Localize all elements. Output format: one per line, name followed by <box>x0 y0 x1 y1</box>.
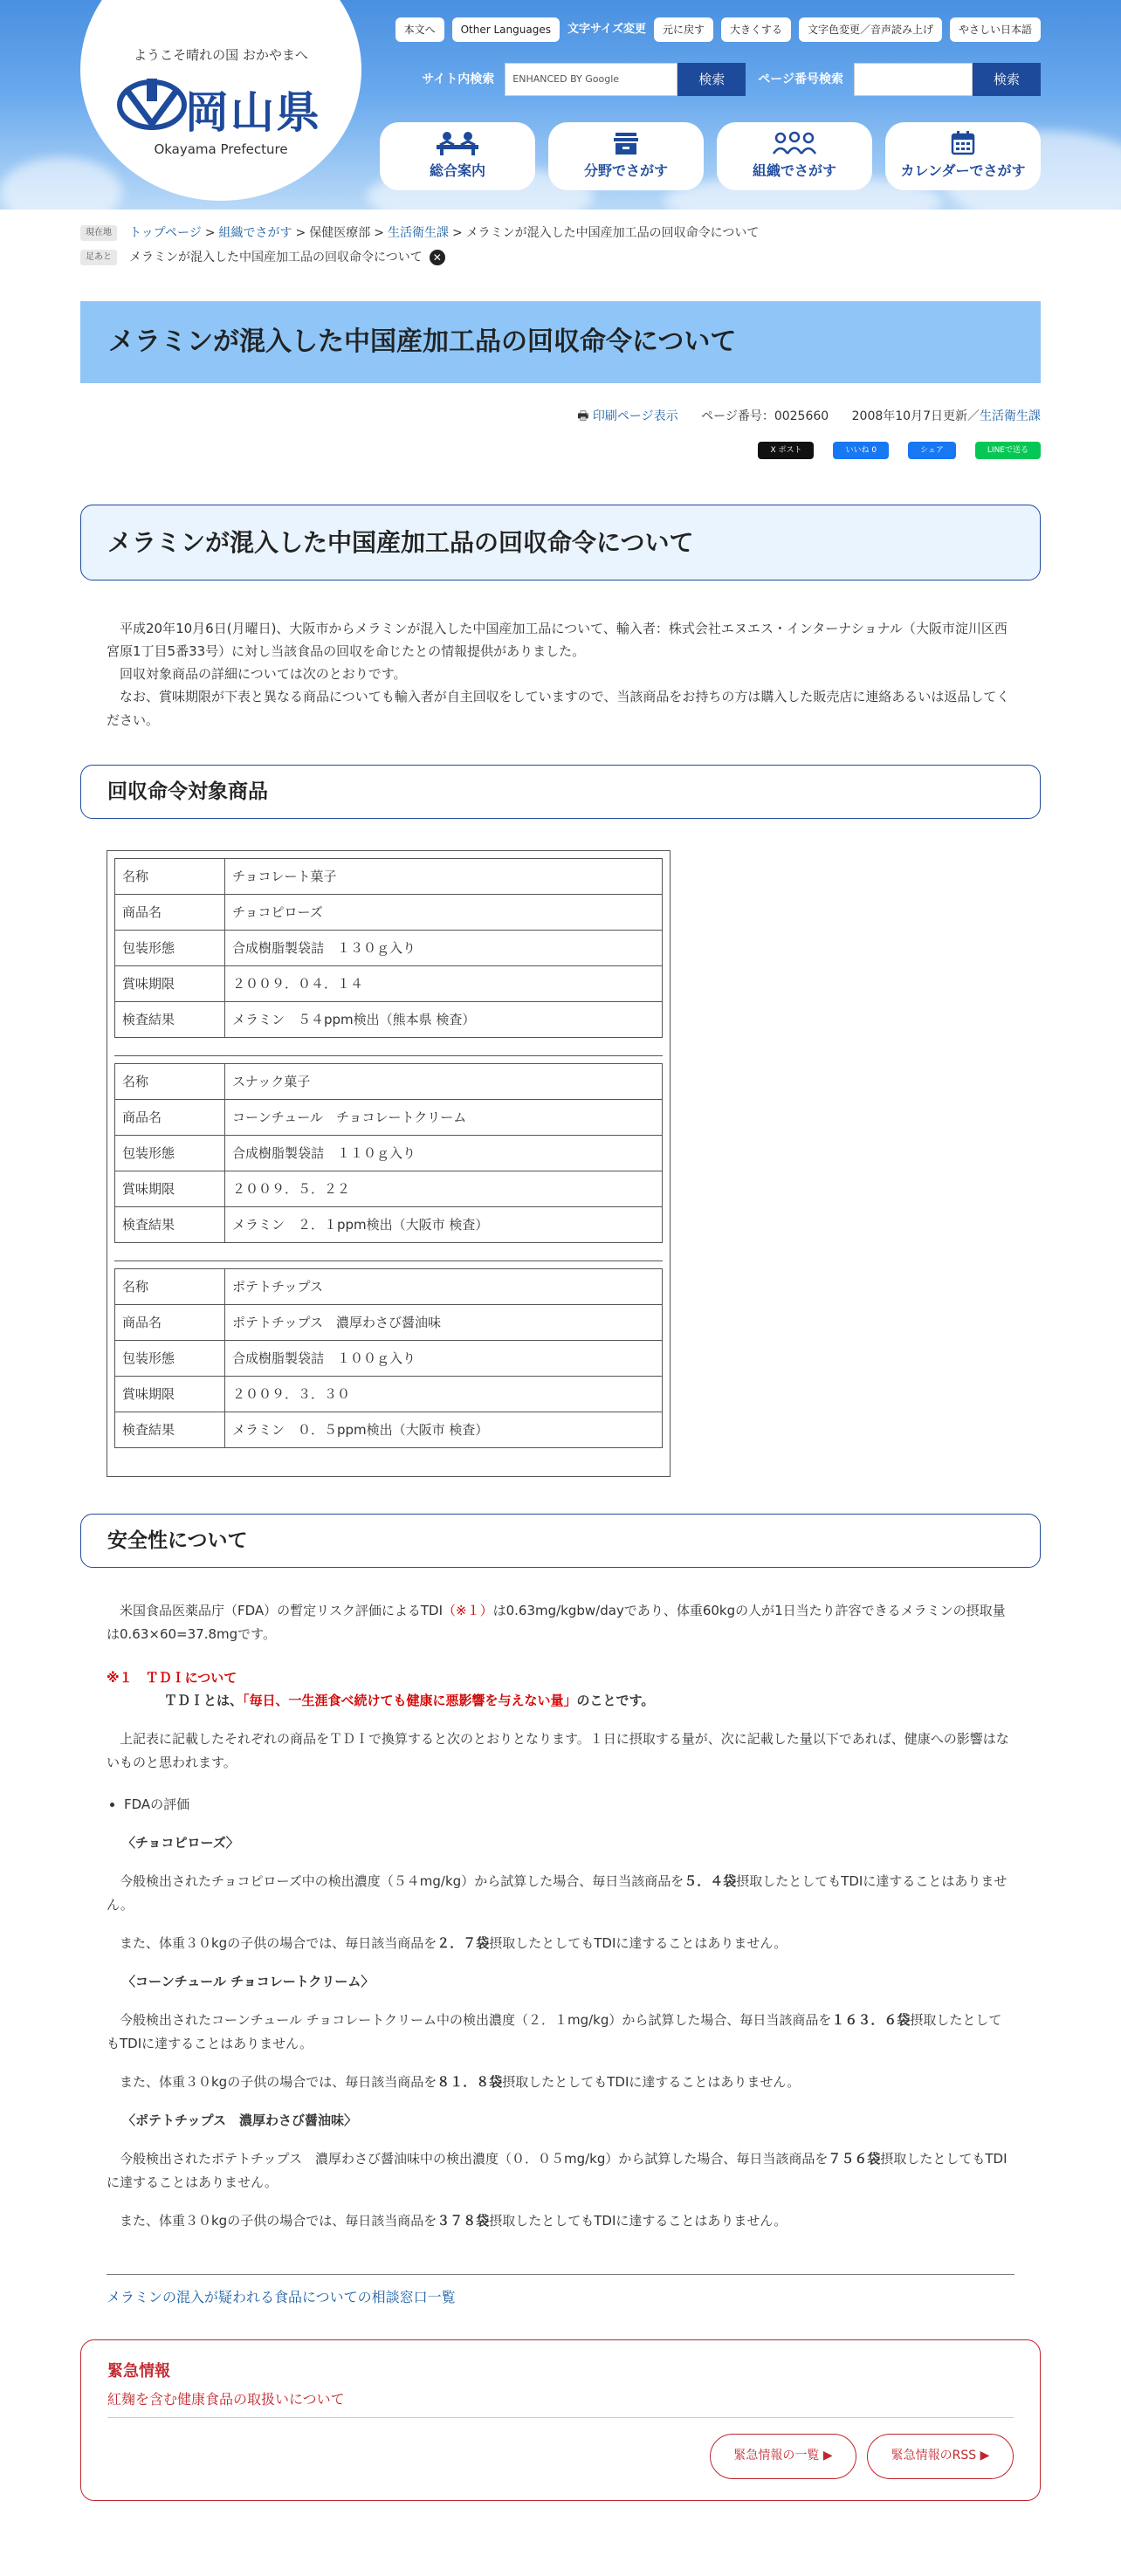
section-heading-safety: 安全性について <box>80 1514 1041 1568</box>
page-number-input[interactable] <box>854 63 973 96</box>
font-enlarge-button[interactable]: 大きくする <box>721 17 791 42</box>
emergency-link[interactable]: 紅麹を含む健康食品の取扱いについて <box>107 2387 1014 2418</box>
products-table-container <box>107 850 671 1477</box>
table-row: 賞味期限 ２００９．０４．１４ <box>115 966 663 1002</box>
history-item[interactable]: メラミンが混入した中国産加工品の回収命令について <box>129 250 423 264</box>
paragraph: 今般検出されたコーンチュール チョコレートクリーム中の検出濃度（２．１mg/kg）から試算した場合、毎日当該商品を１６３．６袋摂取したとしてもTDIに達することはありません。 <box>107 2012 1002 2051</box>
paragraph: また、体重３０kgの子供の場合では、毎日該当商品を２．７袋摂取したとしてもTDIに達することはありません。 <box>120 1934 787 1951</box>
search-bar <box>422 63 1041 96</box>
emergency-list-button[interactable]: 緊急情報の一覧 ▶ <box>710 2434 856 2479</box>
section-heading-products: 回収命令対象商品 <box>80 765 1041 819</box>
product-block <box>114 1268 663 1476</box>
table-row: 包装形態 合成樹脂製袋詰 １１０ｇ入り <box>115 1136 663 1171</box>
table-row: 名称 ポテトチップス <box>115 1269 663 1305</box>
breadcrumb-organization[interactable]: 組織でさがす <box>218 226 292 240</box>
page-number-search-label: ページ番号検索 <box>758 72 843 86</box>
divider <box>107 2274 1014 2275</box>
table-row: 検査結果 メラミン ０．５ppm検出（大阪市 検査） <box>115 1412 663 1448</box>
product-table <box>114 858 663 1038</box>
tdi-note-title: ※１ ＴＤＩについて <box>107 1669 237 1686</box>
table-row: 検査結果 メラミン ２．１ppm検出（大阪市 検査） <box>115 1207 663 1243</box>
x-post-button[interactable]: X ポスト <box>758 442 814 459</box>
page-title: メラミンが混入した中国産加工品の回収命令について <box>80 301 1041 383</box>
nav-guide-label: 総合案内 <box>429 162 485 179</box>
site-search-button[interactable]: 検索 <box>677 63 746 96</box>
paragraph: 回収対象商品の詳細については次のとおりです。 <box>120 666 407 682</box>
table-row: 商品名 ポテトチップス 濃厚わさび醤油味 <box>115 1305 663 1341</box>
updated-date: 2008年10月7日更新 <box>851 409 967 423</box>
section-heading-recall: メラミンが混入した中国産加工品の回収命令について <box>80 505 1041 580</box>
paragraph: 米国食品医薬品庁（FDA）の暫定リスク評価によるTDI（※１）は0.63mg/kgbw/dayであり、体重60kgの人が1日当たり許容できるメラミンの摂取量は0.63×60=37.8mgです。 <box>107 1603 1006 1642</box>
fda-list <box>124 1793 1014 1816</box>
close-icon[interactable]: ✕ <box>430 250 445 265</box>
tdi-definition: ＴＤＩとは、「毎日、一生涯食べ続けても健康に悪影響を与えない量」のことです。 <box>164 1693 655 1708</box>
paragraph: 平成20年10月6日(月曜日)、大阪市からメラミンが混入した中国産加工品について、輸入者：株式会社エヌエス・インターナショナル（大阪市淀川区西宮原1丁目5番33号）に対し当該食品の回収を命じたとの情報提供がありました。 <box>107 620 1008 659</box>
paragraph: 今般検出されたポテトチップス 濃厚わさび醤油味中の検出濃度（０．０５mg/kg）から試算した場合、毎日当該商品を７５６袋摂取したとしてもTDIに達することはありません。 <box>107 2151 1008 2190</box>
global-nav <box>380 122 1041 190</box>
print-icon[interactable]: 🖶 <box>577 409 589 423</box>
paragraph: なお、賞味期限が下表と異なる商品についても輸入者が自主回収をしていますので、当該商品をお持ちの方は購入した販売店に連絡あるいは返品してください。 <box>107 689 1010 728</box>
product-subheading: 〈ポテトチップス 濃厚わさび醤油味〉 <box>122 2112 357 2128</box>
table-row: 包装形態 合成樹脂製袋詰 １３０ｇ入り <box>115 931 663 966</box>
emergency-rss-button[interactable]: 緊急情報のRSS ▶ <box>867 2434 1014 2479</box>
consultation-link[interactable]: メラミンの混入が疑われる食品についての相談窓口一覧 <box>107 2289 456 2305</box>
breadcrumb-current: メラミンが混入した中国産加工品の回収命令について <box>465 226 760 240</box>
logo-name: 岡山県 <box>185 86 321 138</box>
tdi-note-link[interactable]: （※１） <box>443 1603 493 1619</box>
facebook-share-button[interactable]: シェア <box>908 442 956 459</box>
page-meta: 🖶 印刷ページ表示 ページ番号：0025660 2008年10月7日更新／生活衛生課 <box>577 409 1041 423</box>
site-tagline: ようこそ晴れの国 おかやまへ <box>134 47 308 63</box>
nav-category-label: 分野でさがす <box>583 162 668 179</box>
logo-english: Okayama Prefecture <box>154 141 288 157</box>
breadcrumb: 現在地 トップページ > 組織でさがす > 保健医療部 > 生活衛生課 > メラミンが混入した中国産加工品の回収命令について 足あと メラミンが混入した中国産加工品の回収命令について ✕ <box>80 210 1041 268</box>
nav-calendar[interactable] <box>885 122 1041 190</box>
site-logo[interactable] <box>80 0 361 201</box>
nav-category[interactable] <box>548 122 704 190</box>
product-subheading: 〈コーンチュール チョコレートクリーム〉 <box>122 1974 375 1989</box>
paragraph: 上記表に記載したそれぞれの商品をＴＤＩで換算すると次のとおりとなります。１日に摂取する量が、次に記載した量以下であれば、健康への影響はないものと思われます。 <box>107 1731 1009 1770</box>
other-languages-link[interactable]: Other Languages <box>452 17 560 42</box>
list-item: • FDAの評価 <box>124 1793 1014 1816</box>
table-row: 商品名 チョコピローズ <box>115 895 663 931</box>
arrow-right-icon: ▶ <box>980 2448 990 2463</box>
product-subheading: 〈チョコピローズ〉 <box>122 1835 239 1851</box>
table-row: 賞味期限 ２００９．３．３０ <box>115 1377 663 1412</box>
breadcrumb-top[interactable]: トップページ <box>129 226 202 240</box>
page-number-search-button[interactable]: 検索 <box>973 63 1041 96</box>
site-search-input[interactable]: ENHANCED BY Google <box>505 63 677 96</box>
nav-calendar-label: カレンダーでさがす <box>900 162 1026 179</box>
guide-icon <box>435 131 480 155</box>
paragraph: 今般検出されたチョコピローズ中の検出濃度（５４mg/kg）から試算した場合、毎日当該商品を５．４袋摂取したとしてもTDIに達することはありません。 <box>107 1873 1008 1913</box>
table-row: 名称 スナック菓子 <box>115 1064 663 1100</box>
emergency-title: 緊急情報 <box>107 2362 170 2380</box>
product-table <box>114 1063 663 1243</box>
breadcrumb-tag: 現在地 <box>80 225 117 241</box>
product-block <box>114 858 663 1056</box>
site-header <box>0 0 1121 210</box>
breadcrumb-health-dept: 保健医療部 <box>309 226 371 240</box>
product-block <box>114 1063 663 1261</box>
organization-icon <box>772 131 817 155</box>
print-link[interactable]: 印刷ページ表示 <box>592 409 678 423</box>
skip-to-content-link[interactable]: 本文へ <box>395 17 444 42</box>
table-row: 賞味期限 ２００９．５．２２ <box>115 1171 663 1207</box>
table-row: 商品名 コーンチュール チョコレートクリーム <box>115 1100 663 1136</box>
emergency-box <box>80 2339 1041 2501</box>
font-reset-button[interactable]: 元に戻す <box>654 17 713 42</box>
social-buttons <box>80 442 1041 459</box>
line-share-button[interactable]: LINEで送る <box>975 442 1041 459</box>
easy-japanese-link[interactable]: やさしい日本語 <box>950 17 1041 42</box>
arrow-right-icon: ▶ <box>822 2448 833 2463</box>
paragraph: また、体重３０kgの子供の場合では、毎日該当商品を８１．８袋摂取したとしてもTDIに達することはありません。 <box>120 2073 801 2090</box>
nav-organization[interactable] <box>717 122 872 190</box>
table-row: 包装形態 合成樹脂製袋詰 １００ｇ入り <box>115 1341 663 1377</box>
nav-guide[interactable] <box>380 122 535 190</box>
facebook-like-button[interactable]: いいね 0 <box>833 442 889 459</box>
nav-organization-label: 組織でさがす <box>752 162 836 179</box>
utility-bar <box>395 17 1041 42</box>
prefecture-emblem-icon <box>117 79 187 131</box>
product-table <box>114 1268 663 1448</box>
font-size-label: 文字サイズ変更 <box>567 22 646 36</box>
paragraph: また、体重３０kgの子供の場合では、毎日該当商品を３７８袋摂取したとしてもTDIに達することはありません。 <box>120 2212 787 2229</box>
history-tag: 足あと <box>80 250 117 265</box>
table-row: 名称 チョコレート菓子 <box>115 859 663 895</box>
site-search-label: サイト内検索 <box>422 72 495 86</box>
page-number: ページ番号：0025660 <box>701 409 829 423</box>
table-row: 検査結果 メラミン ５４ppm検出（熊本県 検査） <box>115 1002 663 1038</box>
breadcrumb-life-hygiene[interactable]: 生活衛生課 <box>387 226 449 240</box>
color-voice-link[interactable]: 文字色変更／音声読み上げ <box>799 17 942 42</box>
department-link[interactable]: 生活衛生課 <box>980 409 1041 423</box>
category-icon <box>613 131 639 155</box>
calendar-icon <box>951 131 975 155</box>
